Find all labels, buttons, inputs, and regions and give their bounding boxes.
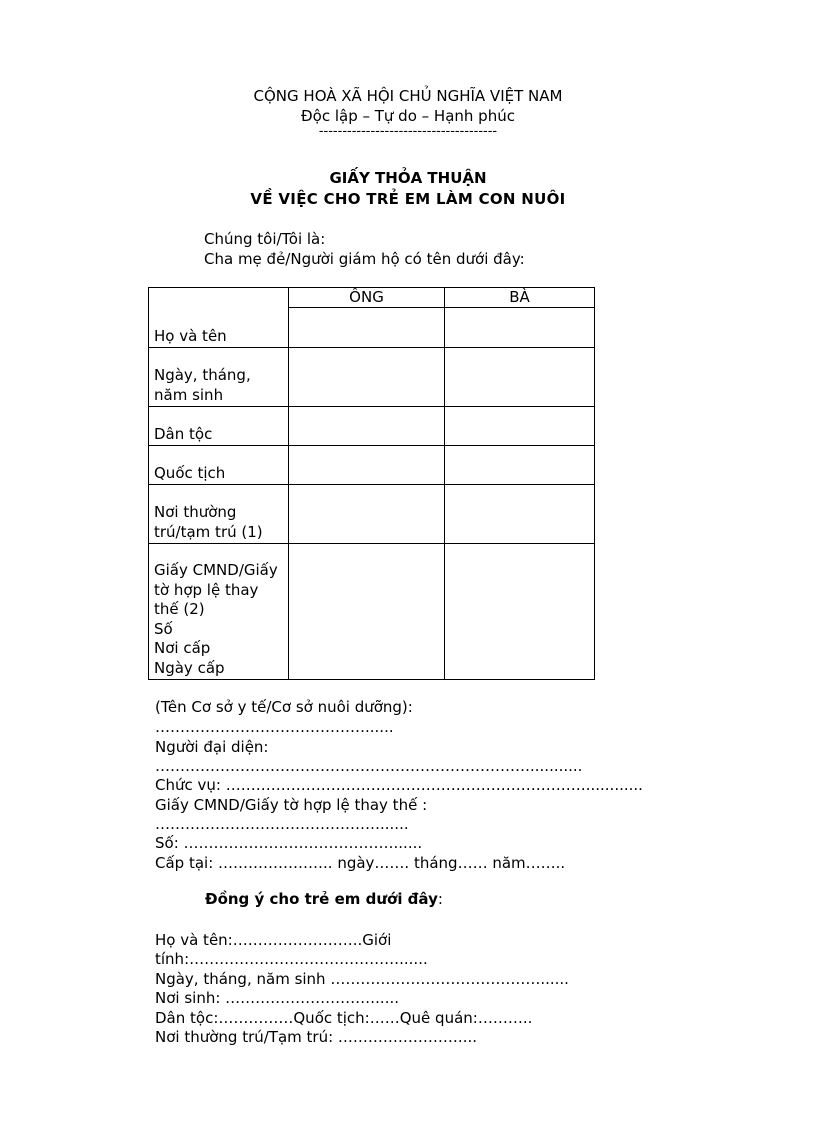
child-birthdate-field[interactable]: Ngày, tháng, năm sinh ……………………………………...... (155, 970, 569, 988)
table-row (149, 407, 595, 446)
child-residence-field[interactable]: Nơi thường trú/Tạm trú: …………………….... (155, 1028, 477, 1046)
father-value-cell[interactable] (289, 348, 445, 407)
table-row (149, 308, 595, 348)
mother-value-cell[interactable] (445, 348, 595, 407)
child-gender-field[interactable]: tính:……………………………………...... (155, 950, 428, 968)
mother-value-cell[interactable] (445, 485, 595, 544)
row-label: Ngày, tháng, năm sinh (149, 348, 289, 407)
column-header-mother: BÀ (445, 288, 595, 308)
intro-line: Cha mẹ đẻ/Người giám hộ có tên dưới đây: (204, 250, 525, 268)
issue-place-date-field[interactable]: Cấp tại: ………………….. ngày……. tháng…… năm…….. (155, 854, 566, 872)
document-title: GIẤY THỎA THUẬN (329, 169, 487, 187)
father-value-cell[interactable] (289, 407, 445, 446)
child-name-gender-field[interactable]: Họ và tên:……………………..Giới (155, 931, 392, 949)
table-row (149, 544, 595, 680)
parent-info-table (148, 287, 595, 680)
id-number-field[interactable]: Số: ……………………………………...... (155, 834, 423, 852)
child-birthplace-field[interactable]: Nơi sinh: …………………………..... (155, 989, 399, 1007)
table-row (149, 446, 595, 485)
mother-value-cell[interactable] (445, 308, 595, 348)
document-subtitle: VỀ VIỆC CHO TRẺ EM LÀM CON NUÔI (250, 190, 566, 208)
child-ethnicity-nationality-field[interactable]: Dân tộc:……………Quốc tịch:……Quê quán:……….. (155, 1009, 533, 1027)
child-section-title: Đồng ý cho trẻ em dưới đây: (205, 890, 443, 908)
row-label: Họ và tên (149, 308, 289, 348)
row-label: Dân tộc (149, 407, 289, 446)
facility-name-blank[interactable]: ……………………………………...... (155, 718, 394, 736)
intro-line: Chúng tôi/Tôi là: (204, 230, 326, 248)
facility-name-label: (Tên Cơ sở y tế/Cơ sở nuôi dưỡng): (155, 698, 413, 716)
id-document-label: Giấy CMND/Giấy tờ hợp lệ thay thế : (155, 796, 428, 814)
id-document-blank[interactable]: ………………………………………...... (155, 815, 409, 833)
country-name: CỘNG HOÀ XÃ HỘI CHỦ NGHĨA VIỆT NAM (253, 87, 563, 105)
father-value-cell[interactable] (289, 544, 445, 680)
mother-value-cell[interactable] (445, 446, 595, 485)
mother-value-cell[interactable] (445, 544, 595, 680)
row-label: Nơi thường trú/tạm trú (1) (149, 485, 289, 544)
father-value-cell[interactable] (289, 446, 445, 485)
table-header-blank (149, 288, 289, 308)
position-field[interactable]: Chức vụ: ………………………………………………………………............ (155, 776, 643, 794)
table-row (149, 348, 595, 407)
mother-value-cell[interactable] (445, 407, 595, 446)
row-label: Quốc tịch (149, 446, 289, 485)
father-value-cell[interactable] (289, 485, 445, 544)
table-row (149, 485, 595, 544)
national-motto: Độc lập – Tự do – Hạnh phúc (301, 107, 515, 125)
father-value-cell[interactable] (289, 308, 445, 348)
column-header-father: ÔNG (289, 288, 445, 308)
representative-label: Người đại diện: (155, 738, 269, 756)
header-divider: -------------------------------------- (318, 124, 498, 139)
row-label: Giấy CMND/Giấy tờ hợp lệ thay thế (2) Số Nơi cấp Ngày cấp (149, 544, 289, 680)
table-header-row (149, 288, 595, 308)
representative-blank[interactable]: …………………………………………………………………........... (155, 757, 583, 775)
